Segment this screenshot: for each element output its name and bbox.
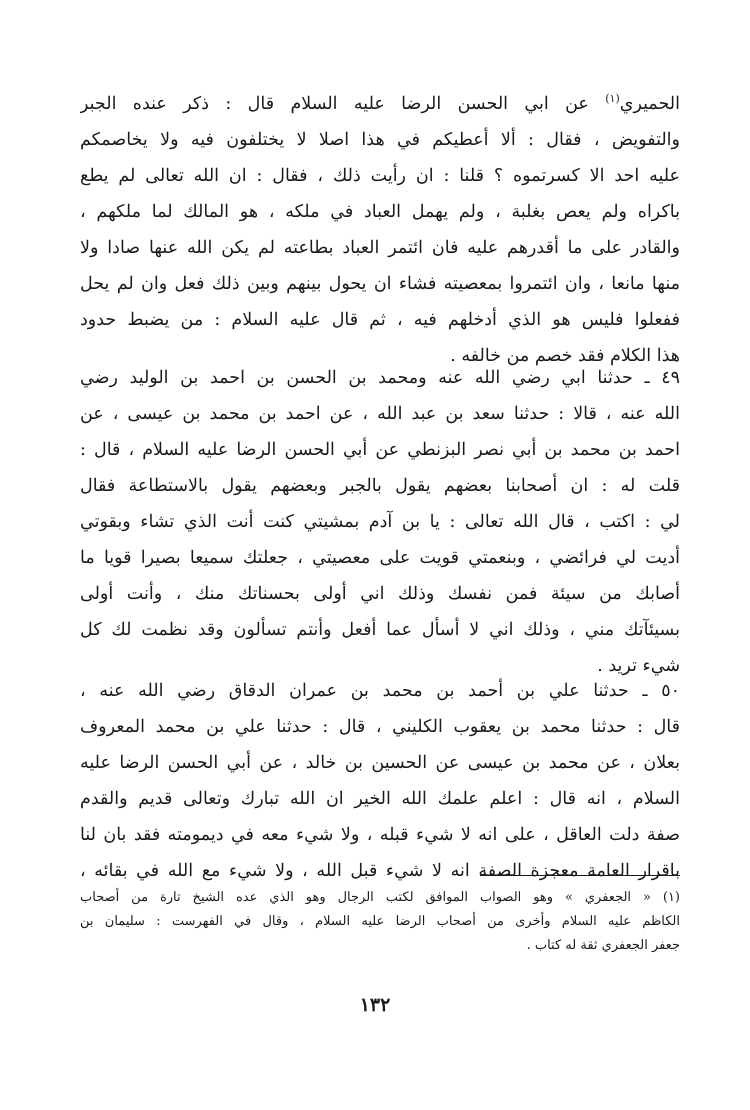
text-line: والقادر على ما أقدرهم عليه فان ائتمر العباد بطاعته لم يكن الله عنها صادا ولا <box>80 238 680 258</box>
footnote-line: الكاظم عليه السلام وأخرى من أصحاب الرضا عليه السلام ، وقال في الفهرست : سليمان بن <box>80 914 680 929</box>
footnote <box>80 886 680 958</box>
text-line: ففعلوا فليس هو الذي أدخلهم فيه ، ثم قال عليه السلام : من يضبط حدود <box>80 310 680 330</box>
text-line: الله عنه ، قالا : حدثنا سعد بن عبد الله ، عن احمد بن محمد بن عيسى ، عن <box>80 404 680 424</box>
text-line: شيء تريد . <box>597 656 680 676</box>
text-segment: عن ابي الحسن الرضا عليه السلام قال : ذكر عنده الجبر <box>80 94 589 114</box>
text-line: أديت لي فرائضي ، وبنعمتي قويت على معصيتي ، جعلتك سميعا بصيرا قويا ما <box>80 548 680 568</box>
text-line: بعلان ، عن محمد بن عيسى عن الحسين بن خالد ، عن أبي الحسن الرضا عليه <box>80 753 680 773</box>
text-line: هذا الكلام فقد خصم من خالفه . <box>450 346 680 366</box>
text-line: قال : حدثنا محمد بن يعقوب الكليني ، قال : حدثنا علي بن محمد المعروف <box>80 717 680 737</box>
page-number: ١٣٢ <box>359 994 391 1016</box>
footnote-marker[interactable]: (١) <box>605 92 620 106</box>
text-line: عليه احد الا كسرتموه ؟ قلنا : ان رأيت ذلك ، فقال : ان الله تعالى لم يطع <box>80 166 680 186</box>
paragraph-hadith-49 <box>80 360 680 684</box>
text-segment: الحميري <box>619 94 680 114</box>
text-line: صفة دلت العاقل ، على انه لا شيء قبله ، ولا شيء معه في ديمومته فقد بان لنا <box>80 825 680 845</box>
footnote-line: (١) « الجعفري » وهو الصواب الموافق لكتب الرجال وهو الذي عده الشيخ تارة من أصحاب <box>80 890 680 905</box>
text-line: منها مانعا ، وان ائتمروا بمعصيته فشاء ان يحول بينهم وبين ذلك فعل وان لم يحل <box>80 274 680 294</box>
text-line: أصابك من سيئة فمن نفسك وذلك اني أولى بحسناتك منك ، وأنت أولى <box>80 584 680 604</box>
text-line: والتفويض ، فقال : ألا أعطيكم في هذا اصلا لا يختلفون فيه ولا يخاصمكم <box>80 130 680 150</box>
text-line: لي : اكتب ، قال الله تعالى : يا بن آدم بمشيتي كنت أنت الذي تشاء وبقوتي <box>80 512 680 532</box>
text-line: احمد بن محمد بن أبي نصر البزنطي عن أبي الحسن الرضا عليه السلام ، قال : <box>80 440 680 460</box>
text-line <box>80 86 680 122</box>
footnote-line: جعفر الجعفري ثقة له كتاب . <box>526 938 680 953</box>
text-line: باقرار العامة معجزة الصفة انه لا شيء قبل الله ، ولا شيء مع الله في بقائه ، <box>80 861 680 881</box>
text-line: قلت له : ان أصحابنا بعضهم يقول بالجبر وبعضهم يقول بالاستطاعة فقال <box>80 476 680 496</box>
text-line: ٥٠ ـ حدثنا علي بن أحمد بن محمد بن عمران الدقاق رضي الله عنه ، <box>80 681 680 701</box>
text-line: بسيئآتك مني ، وذلك اني لا أسأل عما أفعل وأنتم تسألون وقد نظمت لك كل <box>80 620 680 640</box>
text-line: السلام ، انه قال : اعلم علمك الله الخير ان الله تبارك وتعالى قديم والقدم <box>80 789 680 809</box>
text-line: باكراه ولم يعص بغلبة ، ولم يهمل العباد في ملكه ، هو المالك لما ملكهم ، <box>80 202 680 222</box>
text-line: ٤٩ ـ حدثنا ابي رضي الله عنه ومحمد بن الحسن بن احمد بن الوليد رضي <box>80 368 680 388</box>
footnote-divider <box>480 875 680 876</box>
paragraph-1 <box>80 86 680 374</box>
paragraph-hadith-50 <box>80 673 680 889</box>
